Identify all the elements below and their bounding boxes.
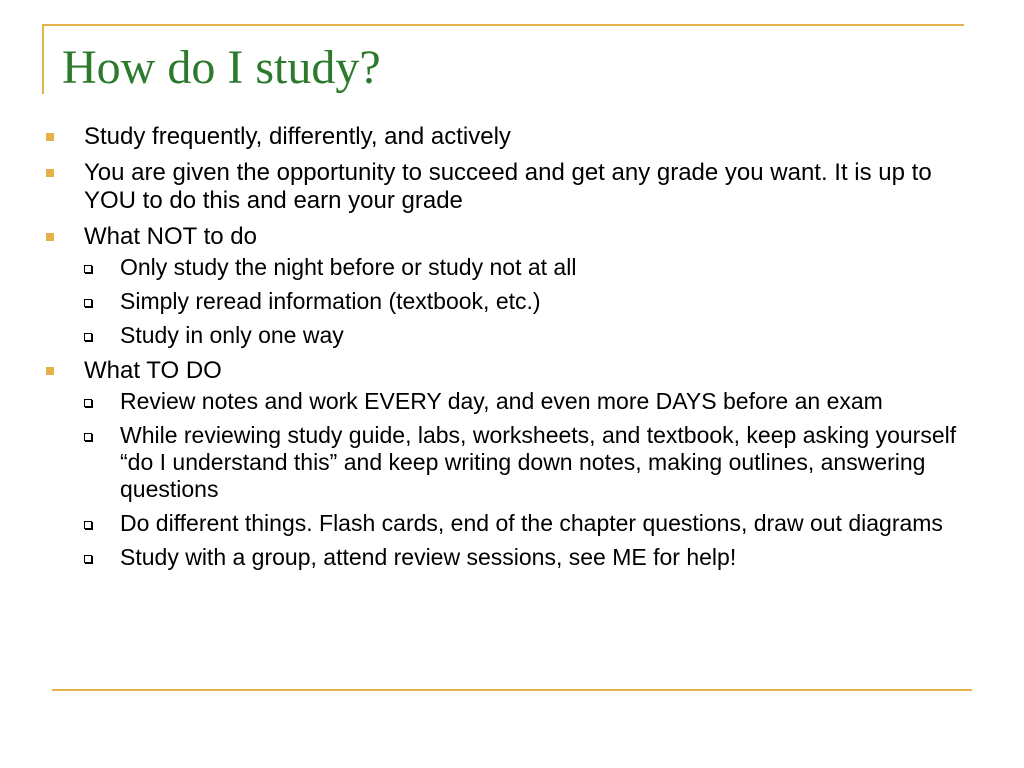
hollow-square-bullet-icon xyxy=(84,399,92,407)
top-border-line xyxy=(42,24,964,26)
sub-bullet-text: Only study the night before or study not at all xyxy=(120,254,577,280)
sub-bullet-item xyxy=(82,322,966,349)
sub-bullet-text: Simply reread information (textbook, etc.) xyxy=(120,288,541,314)
hollow-square-bullet-icon xyxy=(84,433,92,441)
sub-bullet-text: While reviewing study guide, labs, worksheets, and textbook, keep asking yourself “do I understand this” and keep writing down notes, making outlines, answering questions xyxy=(120,422,957,502)
bullet-item xyxy=(46,223,966,349)
bullet-item xyxy=(46,123,966,151)
square-bullet-icon xyxy=(46,169,54,177)
bullet-list xyxy=(46,123,966,571)
slide-content xyxy=(46,120,966,571)
bullet-text: What TO DO xyxy=(84,357,222,384)
hollow-square-bullet-icon xyxy=(84,299,92,307)
bullet-item xyxy=(46,357,966,571)
sub-bullet-item xyxy=(82,422,966,503)
hollow-square-bullet-icon xyxy=(84,555,92,563)
square-bullet-icon xyxy=(46,133,54,141)
hollow-square-bullet-icon xyxy=(84,265,92,273)
bottom-border-line xyxy=(52,689,972,691)
square-bullet-icon xyxy=(46,367,54,375)
bullet-text: What NOT to do xyxy=(84,223,257,250)
sub-bullet-text: Review notes and work EVERY day, and even more DAYS before an exam xyxy=(120,388,883,414)
hollow-square-bullet-icon xyxy=(84,521,92,529)
sub-bullet-text: Study in only one way xyxy=(120,322,344,348)
bullet-item xyxy=(46,159,966,215)
sub-bullet-item xyxy=(82,388,966,415)
sub-bullet-item xyxy=(82,544,966,571)
sub-bullet-item xyxy=(82,254,966,281)
sub-bullet-text: Do different things. Flash cards, end of the chapter questions, draw out diagrams xyxy=(120,510,943,536)
slide-title: How do I study? xyxy=(62,41,381,94)
square-bullet-icon xyxy=(46,233,54,241)
bullet-text: You are given the opportunity to succeed and get any grade you want. It is up to YOU to do this and earn your grade xyxy=(84,159,932,214)
sub-bullet-item xyxy=(82,288,966,315)
bullet-text: Study frequently, differently, and actively xyxy=(84,123,511,150)
sub-bullet-list xyxy=(82,388,966,571)
left-border-line xyxy=(42,24,44,94)
sub-bullet-text: Study with a group, attend review sessions, see ME for help! xyxy=(120,544,737,570)
sub-bullet-list xyxy=(82,254,966,349)
hollow-square-bullet-icon xyxy=(84,333,92,341)
sub-bullet-item xyxy=(82,510,966,537)
